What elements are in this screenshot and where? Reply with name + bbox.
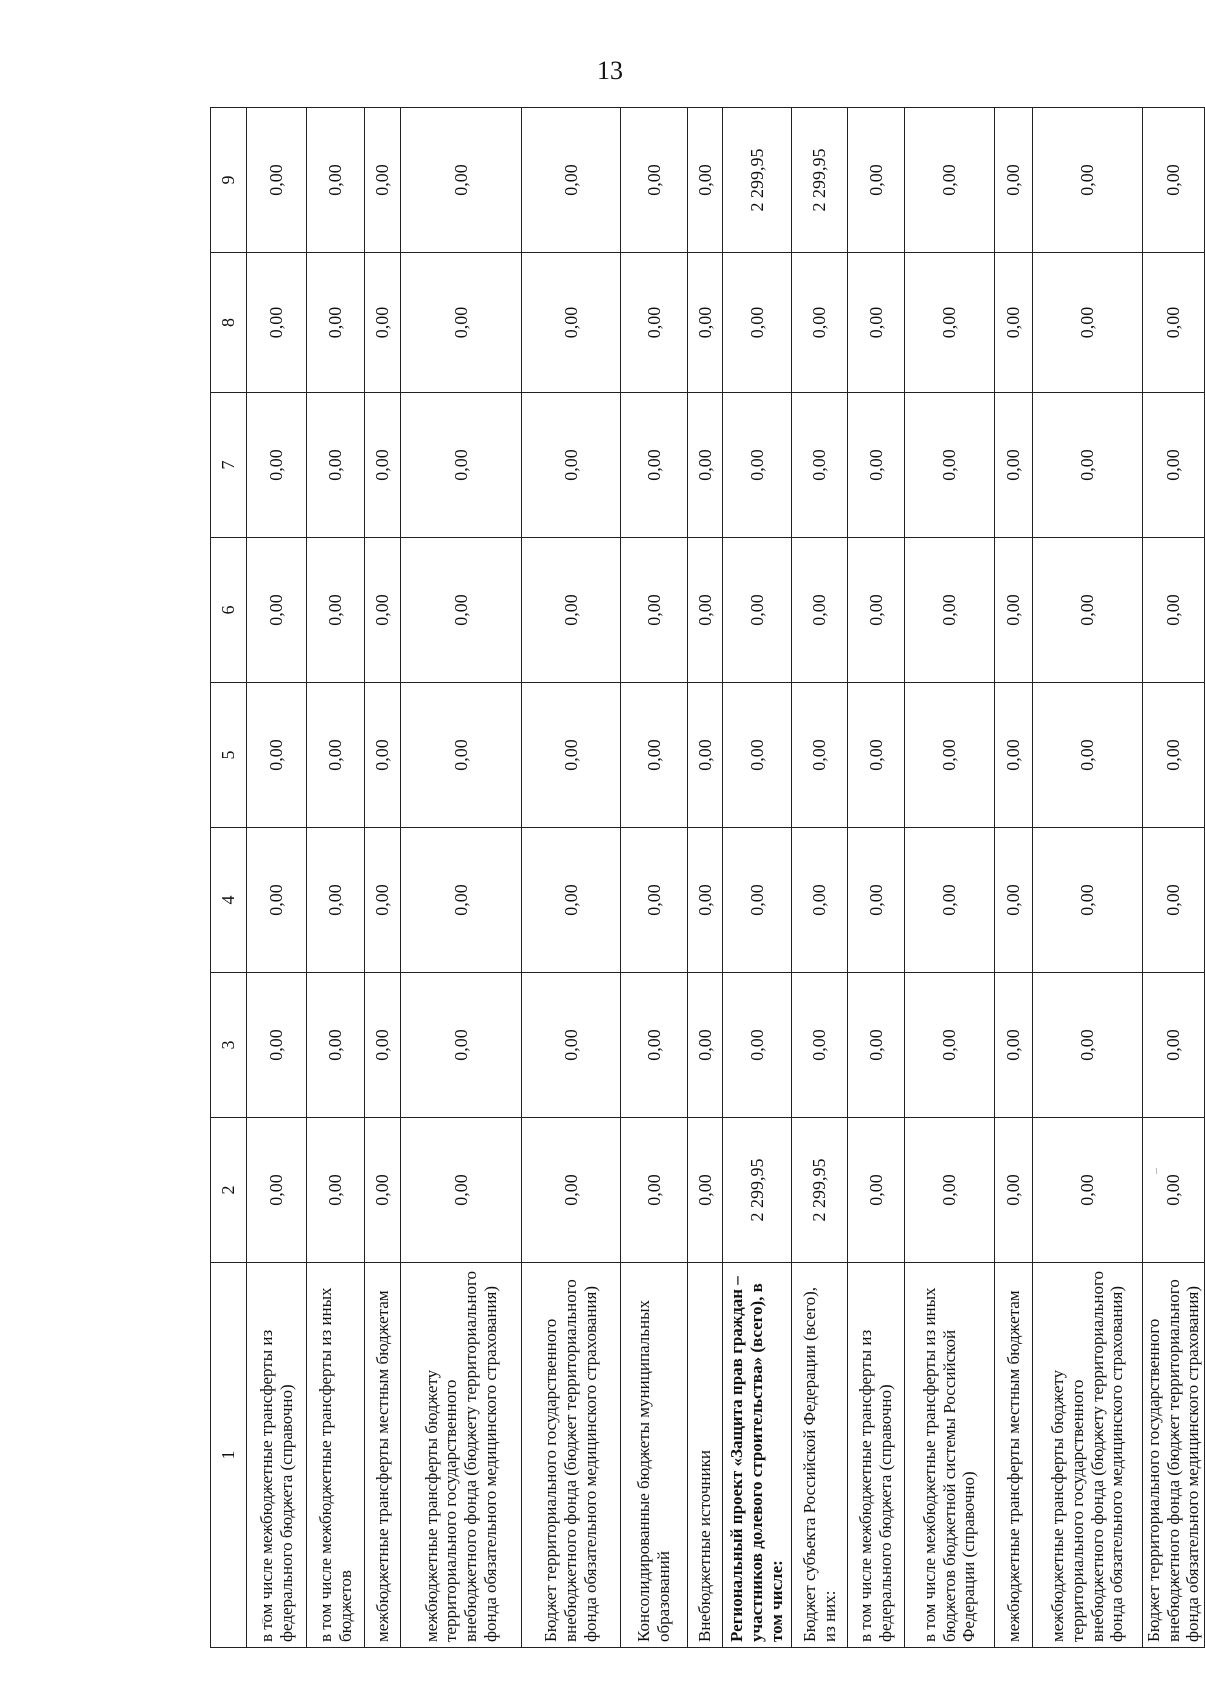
cell-value-col-2: 2 299,95 — [792, 1118, 848, 1263]
cell-value-col-9: 0,00 — [905, 108, 995, 253]
cell-value-col-3: 0,00 — [307, 973, 365, 1118]
cell-value-col-9: 0,00 — [1143, 108, 1205, 253]
table-row — [307, 108, 365, 1648]
cell-value-col-6: 0,00 — [688, 538, 723, 683]
cell-value-col-7: 0,00 — [1143, 393, 1205, 538]
cell-value-col-5: 0,00 — [995, 683, 1033, 828]
row-label: в том числе межбюджетные трансферты из федерального бюджета (справочно) — [848, 1263, 905, 1648]
cell-value-col-3: 0,00 — [1033, 973, 1143, 1118]
cell-value-col-5: 0,00 — [1033, 683, 1143, 828]
cell-value-col-4: 0,00 — [1143, 828, 1205, 973]
column-number-3: 3 — [211, 973, 247, 1118]
cell-value-col-9: 0,00 — [621, 108, 688, 253]
cell-value-col-8: 0,00 — [995, 253, 1033, 393]
cell-value-col-9: 0,00 — [848, 108, 905, 253]
cell-value-col-7: 0,00 — [848, 393, 905, 538]
cell-value-col-4: 0,00 — [522, 828, 621, 973]
cell-value-col-2: 0,00 — [848, 1118, 905, 1263]
cell-value-col-4: 0,00 — [995, 828, 1033, 973]
cell-value-col-5: 0,00 — [307, 683, 365, 828]
cell-value-col-3: 0,00 — [905, 973, 995, 1118]
cell-value-col-2: 0,00 — [621, 1118, 688, 1263]
row-label: межбюджетные трансферты местным бюджетам — [995, 1263, 1033, 1648]
cell-value-col-4: 0,00 — [401, 828, 522, 973]
cell-value-col-4: 0,00 — [723, 828, 792, 973]
cell-value-col-7: 0,00 — [905, 393, 995, 538]
cell-value-col-7: 0,00 — [995, 393, 1033, 538]
row-label: межбюджетные трансферты бюджету территориального государственного внебюджетного фонда (бюджету территориального фонда обязательного медицинского страхования) — [1033, 1263, 1143, 1648]
row-label: Бюджет территориального государственного внебюджетного фонда (бюджет территориального фонда обязательного медицинского страхования) — [522, 1263, 621, 1648]
table-row — [522, 108, 621, 1648]
cell-value-col-6: 0,00 — [365, 538, 401, 683]
cell-value-col-8: 0,00 — [522, 253, 621, 393]
cell-value-col-6: 0,00 — [522, 538, 621, 683]
cell-value-col-8: 0,00 — [1143, 253, 1205, 393]
table-body — [211, 108, 1205, 1648]
cell-value-col-9: 0,00 — [995, 108, 1033, 253]
cell-value-col-9: 0,00 — [1033, 108, 1143, 253]
budget-table — [210, 107, 1205, 1648]
cell-value-col-4: 0,00 — [365, 828, 401, 973]
cell-value-col-7: 0,00 — [792, 393, 848, 538]
cell-value-col-8: 0,00 — [621, 253, 688, 393]
row-label: в том числе межбюджетные трансферты из федерального бюджета (справочно) — [247, 1263, 307, 1648]
cell-value-col-6: 0,00 — [247, 538, 307, 683]
cell-value-col-6: 0,00 — [995, 538, 1033, 683]
cell-value-col-3: 0,00 — [688, 973, 723, 1118]
table-row — [723, 108, 792, 1648]
cell-value-col-6: 0,00 — [401, 538, 522, 683]
cell-value-col-3: 0,00 — [365, 973, 401, 1118]
table-row — [1143, 108, 1205, 1648]
cell-value-col-5: 0,00 — [1143, 683, 1205, 828]
column-number-4: 4 — [211, 828, 247, 973]
table-row — [688, 108, 723, 1648]
cell-value-col-2: 0,00 — [995, 1118, 1033, 1263]
cell-value-col-9: 0,00 — [401, 108, 522, 253]
cell-value-col-9: 2 299,95 — [723, 108, 792, 253]
row-label: Внебюджетные источники — [688, 1263, 723, 1648]
column-number-5: 5 — [211, 683, 247, 828]
cell-value-col-4: 0,00 — [792, 828, 848, 973]
cell-value-col-7: 0,00 — [365, 393, 401, 538]
table-row — [365, 108, 401, 1648]
row-label: в том числе межбюджетные трансферты из иных бюджетов — [307, 1263, 365, 1648]
column-number-9: 9 — [211, 108, 247, 253]
table-row — [401, 108, 522, 1648]
table-row — [848, 108, 905, 1648]
cell-value-col-9: 0,00 — [688, 108, 723, 253]
cell-value-col-8: 0,00 — [688, 253, 723, 393]
cell-value-col-4: 0,00 — [688, 828, 723, 973]
table-header-row — [211, 108, 247, 1648]
cell-value-col-9: 0,00 — [247, 108, 307, 253]
cell-value-col-8: 0,00 — [1033, 253, 1143, 393]
cell-value-col-2: 2 299,95 — [723, 1118, 792, 1263]
cell-value-col-6: 0,00 — [792, 538, 848, 683]
cell-value-col-6: 0,00 — [621, 538, 688, 683]
row-label: Региональный проект «Защита прав граждан – участников долевого строительства» (всего), в том числе: — [723, 1263, 792, 1648]
cell-value-col-6: 0,00 — [1143, 538, 1205, 683]
cell-value-col-5: 0,00 — [401, 683, 522, 828]
cell-value-col-2: 0,00 — [247, 1118, 307, 1263]
cell-value-col-2: 0,00 — [307, 1118, 365, 1263]
cell-value-col-7: 0,00 — [723, 393, 792, 538]
cell-value-col-5: 0,00 — [621, 683, 688, 828]
cell-value-col-6: 0,00 — [307, 538, 365, 683]
cell-value-col-5: 0,00 — [247, 683, 307, 828]
cell-value-col-8: 0,00 — [365, 253, 401, 393]
cell-value-col-4: 0,00 — [1033, 828, 1143, 973]
column-number-7: 7 — [211, 393, 247, 538]
cell-value-col-4: 0,00 — [307, 828, 365, 973]
column-number-2: 2 — [211, 1118, 247, 1263]
cell-value-col-9: 0,00 — [307, 108, 365, 253]
cell-value-col-2: 0,00 — [522, 1118, 621, 1263]
cell-value-col-7: 0,00 — [401, 393, 522, 538]
cell-value-col-2: 0,00 — [688, 1118, 723, 1263]
cell-value-col-7: 0,00 — [688, 393, 723, 538]
table-row — [995, 108, 1033, 1648]
cell-value-col-8: 0,00 — [848, 253, 905, 393]
cell-value-col-6: 0,00 — [1033, 538, 1143, 683]
cell-value-col-2: 0,00 — [401, 1118, 522, 1263]
cell-value-col-8: 0,00 — [401, 253, 522, 393]
cell-value-col-4: 0,00 — [848, 828, 905, 973]
cell-value-col-2: 0,00 — [1143, 1118, 1205, 1263]
cell-value-col-3: 0,00 — [621, 973, 688, 1118]
cell-value-col-3: 0,00 — [247, 973, 307, 1118]
cell-value-col-5: 0,00 — [723, 683, 792, 828]
cell-value-col-5: 0,00 — [688, 683, 723, 828]
cell-value-col-5: 0,00 — [365, 683, 401, 828]
cell-value-col-6: 0,00 — [848, 538, 905, 683]
row-label: в том числе межбюджетные трансферты из иных бюджетов бюджетной системы Российской Федерации (справочно) — [905, 1263, 995, 1648]
table-row — [247, 108, 307, 1648]
cell-value-col-8: 0,00 — [792, 253, 848, 393]
cell-value-col-5: 0,00 — [905, 683, 995, 828]
cell-value-col-3: 0,00 — [723, 973, 792, 1118]
cell-value-col-7: 0,00 — [1033, 393, 1143, 538]
cell-value-col-8: 0,00 — [307, 253, 365, 393]
cell-value-col-5: 0,00 — [792, 683, 848, 828]
cell-value-col-3: 0,00 — [848, 973, 905, 1118]
cell-value-col-8: 0,00 — [723, 253, 792, 393]
column-number-1: 1 — [211, 1263, 247, 1648]
cell-value-col-4: 0,00 — [905, 828, 995, 973]
cell-value-col-2: 0,00 — [905, 1118, 995, 1263]
cell-value-col-8: 0,00 — [247, 253, 307, 393]
cell-value-col-3: 0,00 — [522, 973, 621, 1118]
column-number-6: 6 — [211, 538, 247, 683]
rotated-table-container — [210, 108, 1203, 1648]
row-label: Бюджет субъекта Российской Федерации (всего), из них: — [792, 1263, 848, 1648]
row-label: межбюджетные трансферты местным бюджетам — [365, 1263, 401, 1648]
cell-value-col-4: 0,00 — [621, 828, 688, 973]
cell-value-col-3: 0,00 — [401, 973, 522, 1118]
cell-value-col-3: 0,00 — [792, 973, 848, 1118]
table-row — [792, 108, 848, 1648]
row-label: Консолидированные бюджеты муниципальных образований — [621, 1263, 688, 1648]
cell-value-col-6: 0,00 — [723, 538, 792, 683]
cell-value-col-9: 0,00 — [365, 108, 401, 253]
table-row — [905, 108, 995, 1648]
cell-value-col-7: 0,00 — [522, 393, 621, 538]
cell-value-col-4: 0,00 — [247, 828, 307, 973]
cell-value-col-7: 0,00 — [247, 393, 307, 538]
cell-value-col-7: 0,00 — [621, 393, 688, 538]
cell-value-col-5: 0,00 — [848, 683, 905, 828]
cell-value-col-2: 0,00 — [365, 1118, 401, 1263]
cell-value-col-8: 0,00 — [905, 253, 995, 393]
cell-value-col-2: 0,00 — [1033, 1118, 1143, 1263]
cell-value-col-9: 0,00 — [522, 108, 621, 253]
cell-value-col-6: 0,00 — [905, 538, 995, 683]
row-label: межбюджетные трансферты бюджету территориального государственного внебюджетного фонда (бюджету территориального фонда обязательного медицинского страхования) — [401, 1263, 522, 1648]
column-number-8: 8 — [211, 253, 247, 393]
cell-value-col-3: 0,00 — [1143, 973, 1205, 1118]
table-row — [1033, 108, 1143, 1648]
table-row — [621, 108, 688, 1648]
cell-value-col-3: 0,00 — [995, 973, 1033, 1118]
page-number: 13 — [597, 56, 623, 85]
cell-value-col-9: 2 299,95 — [792, 108, 848, 253]
cell-value-col-7: 0,00 — [307, 393, 365, 538]
cell-value-col-5: 0,00 — [522, 683, 621, 828]
row-label: Бюджет территориального государственного внебюджетного фонда (бюджет территориального фонда обязательного медицинского страхования) — [1143, 1263, 1205, 1648]
